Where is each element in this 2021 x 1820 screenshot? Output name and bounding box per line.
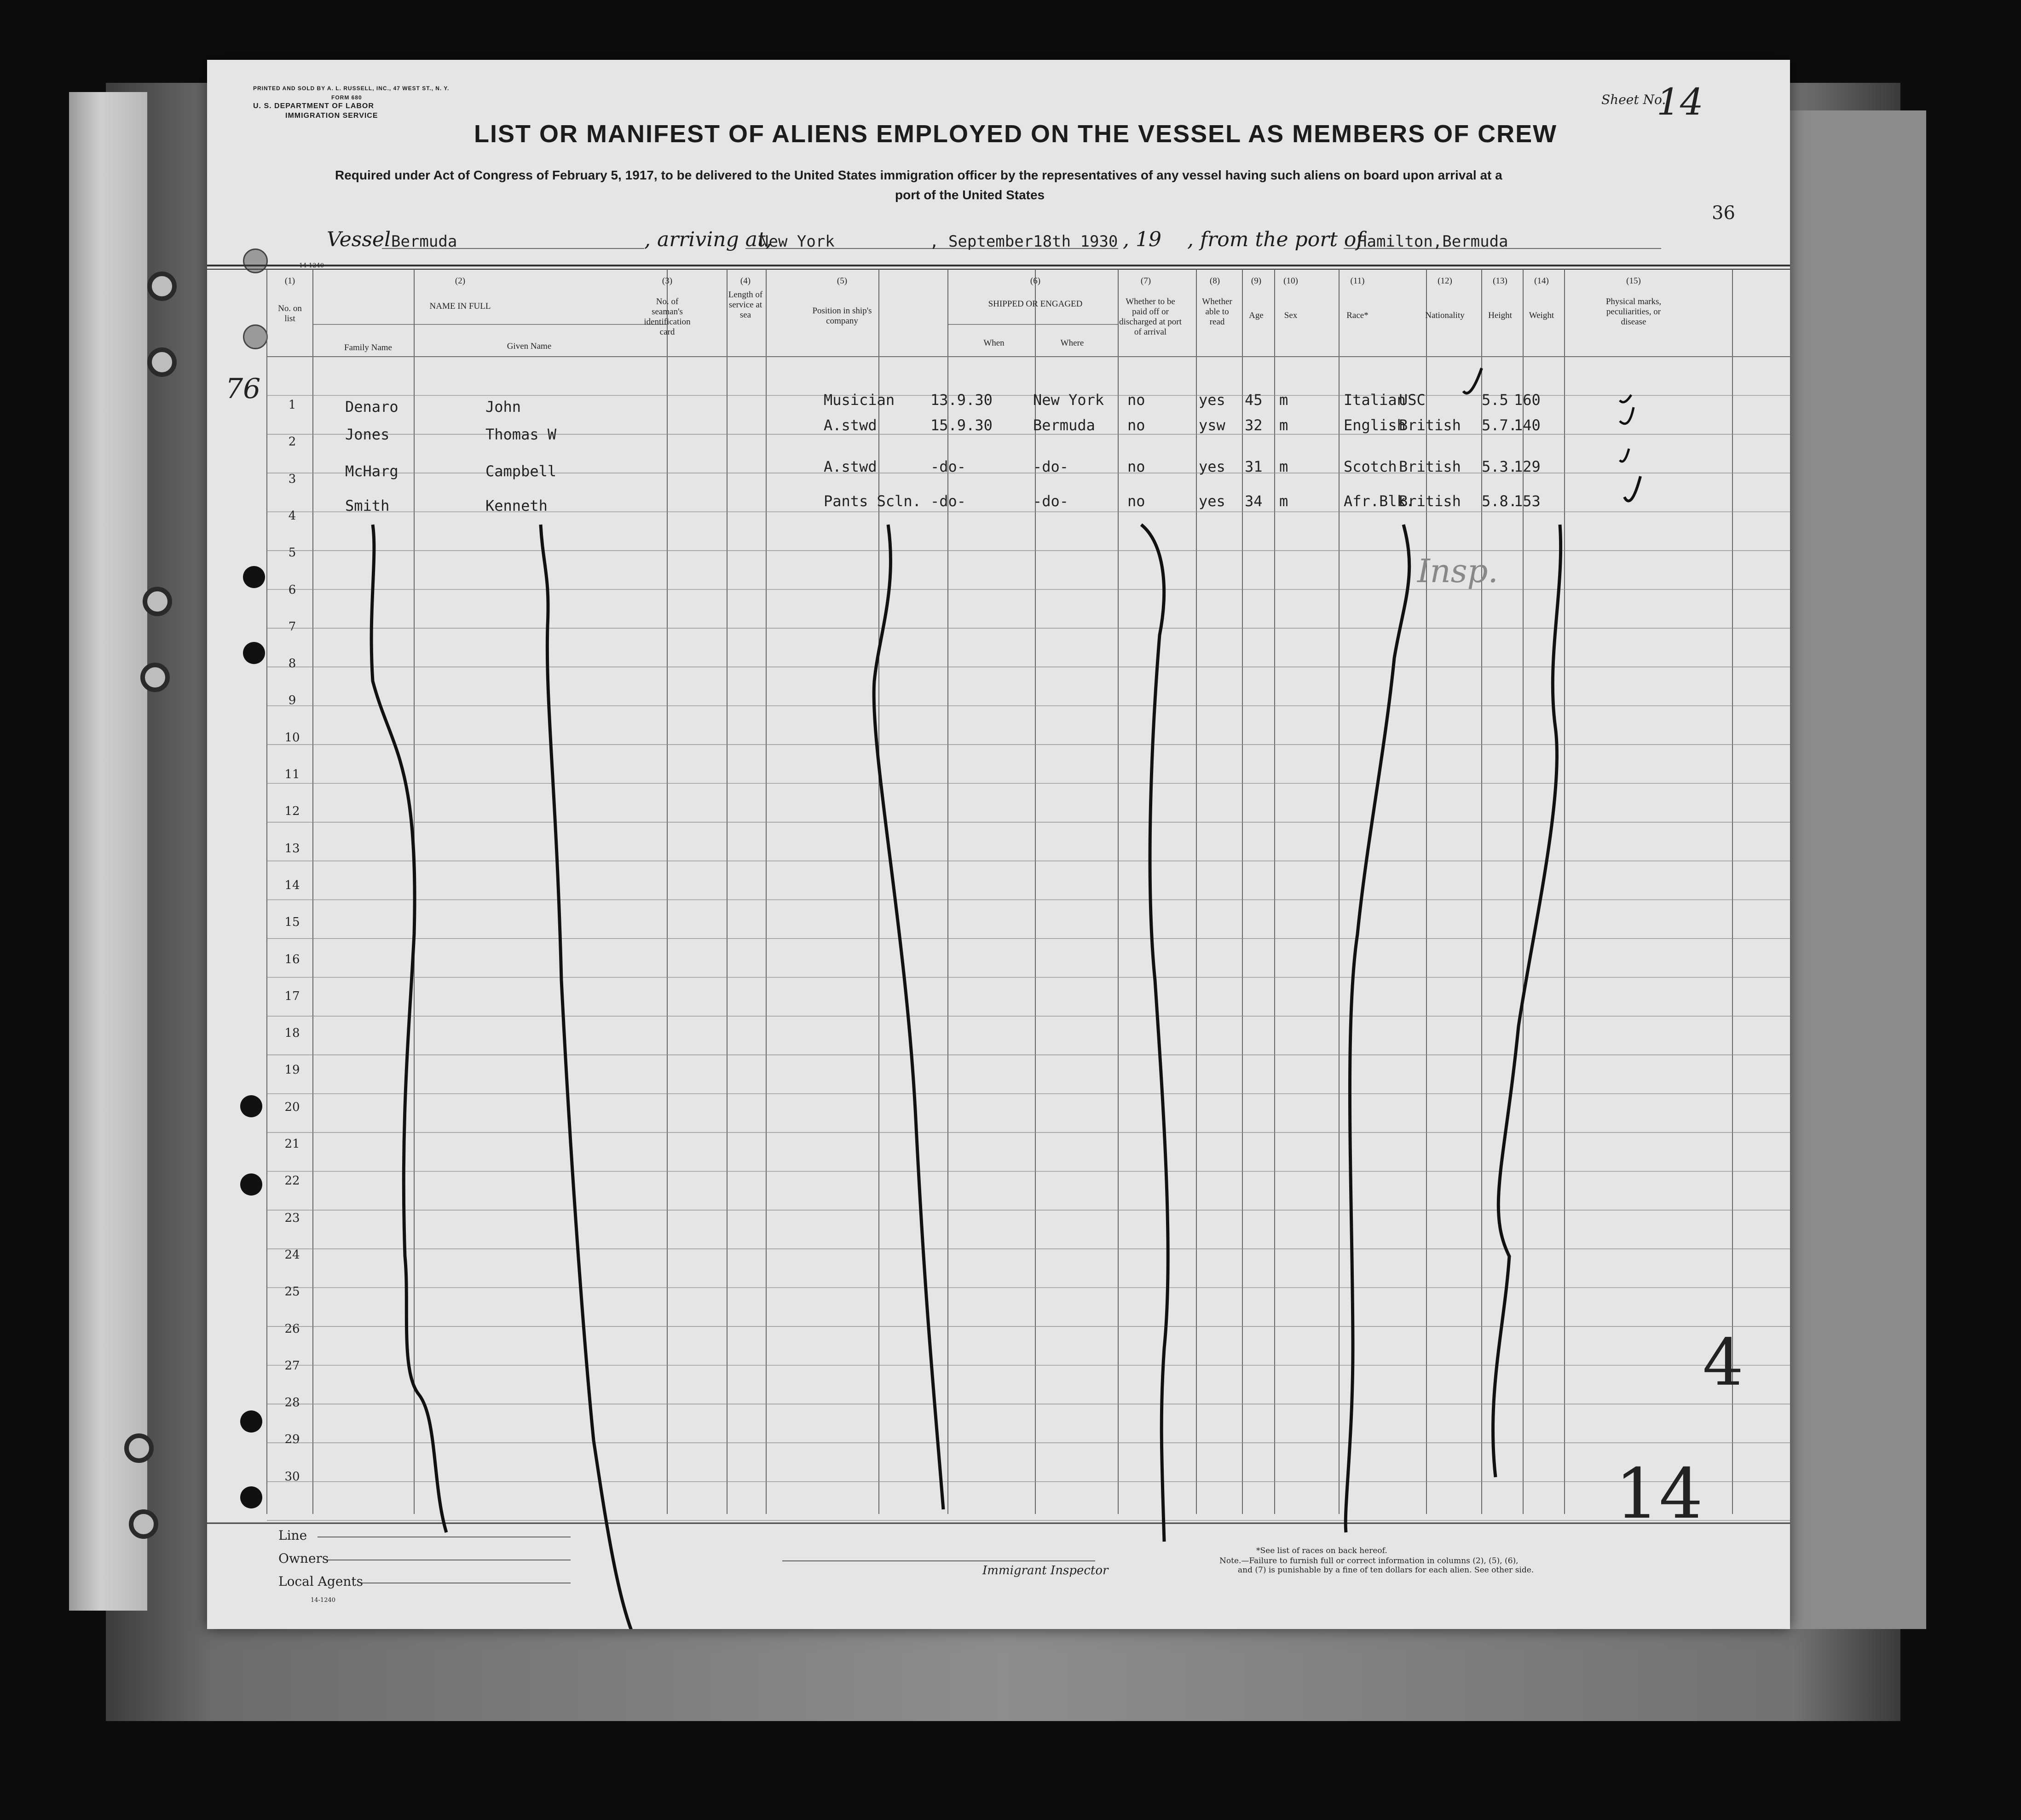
col-6-number: (6) — [1030, 276, 1041, 286]
row-number: 30 — [284, 1469, 300, 1484]
shipped-when: 15.9.30 — [930, 416, 993, 434]
binder-ring — [129, 1509, 158, 1539]
race: Italian — [1344, 391, 1406, 409]
paid-off: no — [1127, 458, 1145, 475]
nationality: USC — [1399, 391, 1426, 409]
col-9-header: Age — [1249, 311, 1264, 320]
row-number: 7 — [288, 619, 296, 634]
binder-ring — [147, 272, 177, 301]
sheet-label: Sheet No. — [1601, 92, 1666, 107]
page-number: 36 — [1712, 202, 1735, 224]
col-6-header: SHIPPED OR ENGAGED — [988, 299, 1083, 309]
departure-port: Hamilton,Bermuda — [1357, 232, 1508, 251]
sex: m — [1279, 416, 1288, 434]
row-number: 4 — [288, 508, 296, 523]
shipped-where: Bermuda — [1033, 416, 1095, 434]
family-name: Smith — [345, 497, 390, 514]
col-7-header: Whether to be paid off or discharged at port of arrival — [1119, 297, 1182, 337]
manifest-sheet — [207, 60, 1790, 1629]
paid-off: no — [1127, 492, 1145, 510]
row-number: 3 — [288, 472, 296, 486]
shipped-where: -do- — [1033, 458, 1069, 475]
col-14-number: (14) — [1534, 276, 1549, 286]
age: 31 — [1245, 458, 1263, 475]
paid-off: no — [1127, 391, 1145, 409]
height: 5.8. — [1482, 492, 1518, 510]
family-name: Denaro — [345, 398, 398, 416]
col-8-number: (8) — [1209, 276, 1220, 286]
col-5-number: (5) — [837, 276, 848, 286]
col-6a-header: When — [983, 338, 1005, 348]
col-2-header: NAME IN FULL — [429, 301, 491, 311]
weight: 160 — [1514, 391, 1541, 409]
arrival-port: New York — [759, 232, 835, 251]
vessel-label: Vessel — [327, 228, 391, 251]
footer-owners-label: Owners — [278, 1551, 329, 1566]
col-10-header: Sex — [1284, 311, 1298, 320]
paid-off: no — [1127, 416, 1145, 434]
col-2a-header: Family Name — [344, 343, 392, 352]
row-number: 24 — [284, 1248, 300, 1262]
margin-mark: 76 — [225, 373, 261, 405]
row-number: 27 — [284, 1358, 300, 1373]
cancellation-lines — [207, 60, 1790, 1629]
note-line-2: and (7) is punishable by a fine of ten dollars for each alien. See other side. — [1238, 1566, 1534, 1575]
weight: 129 — [1514, 458, 1541, 475]
footer-agents-label: Local Agents — [278, 1574, 364, 1589]
position: A.stwd — [824, 416, 877, 434]
age: 34 — [1245, 492, 1263, 510]
col-5-header: Position in ship's company — [812, 306, 872, 326]
race-note: *See list of races on back hereof. — [1256, 1546, 1387, 1555]
row-number: 29 — [284, 1433, 300, 1447]
row-number: 1 — [288, 398, 296, 412]
sheet-mark: 14 — [1615, 1454, 1703, 1534]
given-name: Campbell — [485, 462, 557, 480]
arrival-date: , September18th 1930 — [930, 232, 1118, 251]
row-number: 6 — [288, 583, 296, 597]
footer-form-code: 14-1240 — [311, 1597, 336, 1604]
age: 32 — [1245, 416, 1263, 434]
col-15-number: (15) — [1626, 276, 1641, 286]
col-3-number: (3) — [662, 276, 673, 286]
col-11-number: (11) — [1350, 276, 1365, 286]
race: Scotch — [1344, 458, 1397, 475]
inspector-label: Immigrant Inspector — [982, 1564, 1109, 1577]
row-number: 10 — [284, 730, 300, 745]
row-number: 5 — [288, 546, 296, 560]
col-12-number: (12) — [1438, 276, 1452, 286]
row-number: 14 — [284, 878, 300, 892]
col-7-number: (7) — [1140, 276, 1151, 286]
col-8-header: Whether able to read — [1202, 297, 1232, 327]
arriving-label: , arriving at, — [644, 228, 772, 251]
shipped-when: -do- — [930, 492, 966, 510]
row-number: 22 — [284, 1174, 300, 1188]
nationality: British — [1399, 492, 1461, 510]
col-14-header: Weight — [1529, 311, 1554, 320]
shipped-when: -do- — [930, 458, 966, 475]
race: Afr.Blk. — [1344, 492, 1415, 510]
able-to-read: yes — [1199, 391, 1225, 409]
nationality: British — [1399, 458, 1461, 475]
form-line: FORM 680 — [331, 94, 362, 101]
height: 5.5 — [1482, 391, 1508, 409]
position: Pants Scln. — [824, 492, 921, 510]
col-6b-header: Where — [1060, 338, 1084, 348]
col-2-number: (2) — [455, 276, 466, 286]
page-title: LIST OR MANIFEST OF ALIENS EMPLOYED ON THE VESSEL AS MEMBERS OF CREW — [474, 120, 1558, 148]
row-number: 25 — [284, 1285, 300, 1299]
family-name: McHarg — [345, 462, 398, 480]
sex: m — [1279, 492, 1288, 510]
col-3-header: No. of seaman's identification card — [644, 297, 691, 337]
row-number: 20 — [284, 1100, 300, 1114]
col-10-number: (10) — [1283, 276, 1298, 286]
col-9-number: (9) — [1251, 276, 1262, 286]
weight: 140 — [1514, 416, 1541, 434]
printer-line: PRINTED AND SOLD BY A. L. RUSSELL, INC., 47 WEST ST., N. Y. — [253, 85, 450, 92]
form-code-top: 14-1240 — [299, 262, 324, 269]
adjacent-page — [1776, 110, 1926, 1629]
col-12-header: Nationality — [1425, 311, 1465, 320]
age: 45 — [1245, 391, 1263, 409]
shipped-when: 13.9.30 — [930, 391, 993, 409]
row-number: 13 — [284, 841, 300, 855]
row-number: 21 — [284, 1137, 300, 1151]
row-number: 15 — [284, 915, 300, 930]
weight: 153 — [1514, 492, 1541, 510]
position: A.stwd — [824, 458, 877, 475]
row-number: 2 — [288, 435, 296, 449]
shipped-where: -do- — [1033, 492, 1069, 510]
binder-ring — [147, 347, 177, 377]
binder-ring — [143, 587, 172, 616]
col-13-header: Height — [1488, 311, 1512, 320]
sheet-number: 14 — [1657, 81, 1703, 123]
able-to-read: ysw — [1199, 416, 1225, 434]
race: English — [1344, 416, 1406, 434]
subtitle-line-1: Required under Act of Congress of February 5, 1917, to be delivered to the United States immigration officer by the representatives of any vessel having such aliens on board upon arrival at a — [335, 168, 1502, 182]
col-2b-header: Given Name — [507, 341, 552, 351]
height: 5.3. — [1482, 458, 1518, 475]
row-number: 16 — [284, 952, 300, 966]
shipped-where: New York — [1033, 391, 1104, 409]
binder-ring — [124, 1433, 154, 1463]
given-name: Kenneth — [485, 497, 548, 514]
row-number: 17 — [284, 989, 300, 1003]
col-4-header: Length of service at sea — [728, 290, 763, 320]
row-number: 28 — [284, 1396, 300, 1410]
service: IMMIGRATION SERVICE — [285, 112, 378, 120]
year-label: , 19 — [1123, 228, 1161, 251]
family-name: Jones — [345, 426, 390, 443]
footer-line-label: Line — [278, 1528, 307, 1543]
row-number: 8 — [288, 657, 296, 671]
nationality: British — [1399, 416, 1461, 434]
col-4-number: (4) — [740, 276, 751, 286]
col-1-header: No. on list — [278, 304, 302, 324]
subtitle-line-2: port of the United States — [895, 188, 1045, 202]
row-number: 12 — [284, 804, 300, 819]
able-to-read: yes — [1199, 458, 1225, 475]
sex: m — [1279, 391, 1288, 409]
inspector-note: Insp. — [1417, 552, 1498, 590]
department: U. S. DEPARTMENT OF LABOR — [253, 102, 374, 110]
position: Musician — [824, 391, 895, 409]
row-number: 18 — [284, 1026, 300, 1040]
row-number: 11 — [284, 768, 300, 781]
binder-left-strip — [69, 92, 147, 1611]
given-name: John — [485, 398, 521, 416]
row-number: 23 — [284, 1211, 300, 1225]
row-number: 9 — [288, 693, 296, 708]
able-to-read: yes — [1199, 492, 1225, 510]
total-mark: 4 — [1703, 1325, 1744, 1400]
col-1-number: (1) — [284, 276, 295, 286]
height: 5.7. — [1482, 416, 1518, 434]
col-13-number: (13) — [1493, 276, 1507, 286]
row-number: 26 — [284, 1322, 300, 1336]
binder-ring — [140, 663, 170, 692]
vessel-name: Bermuda — [391, 232, 457, 251]
given-name: Thomas W — [485, 426, 557, 443]
row-number: 19 — [284, 1063, 300, 1077]
note-line-1: Note.—Failure to furnish full or correct information in columns (2), (5), (6), — [1219, 1556, 1519, 1566]
sex: m — [1279, 458, 1288, 475]
from-port-label: , from the port of — [1187, 228, 1364, 251]
col-11-header: Race* — [1346, 311, 1369, 320]
col-15-header: Physical marks, peculiarities, or disease — [1605, 297, 1662, 327]
